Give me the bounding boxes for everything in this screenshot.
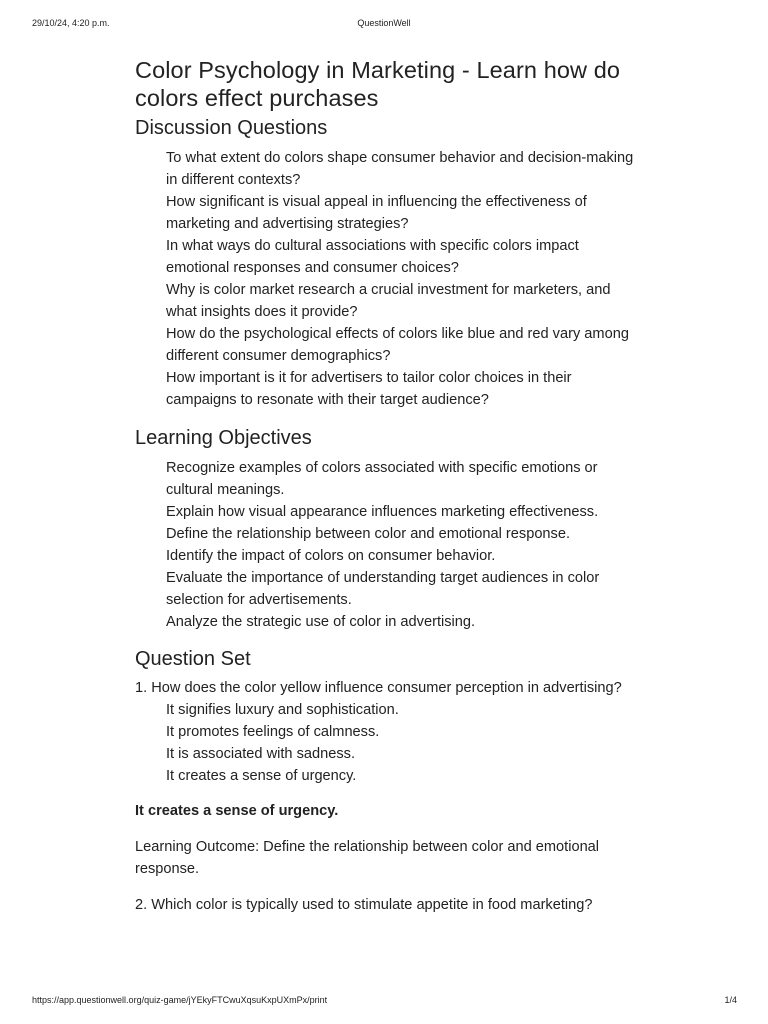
question-1-text: 1. How does the color yellow influence consumer perception in advertising? — [135, 680, 622, 696]
objective-item: Explain how visual appearance influences marketing effectiveness. — [166, 504, 599, 520]
discussion-item: How do the psychological effects of colors like blue and red vary among different consumer demographics? — [166, 326, 629, 364]
discussion-list — [135, 147, 635, 411]
discussion-heading: Discussion Questions — [135, 117, 328, 139]
objectives-heading: Learning Objectives — [135, 427, 312, 449]
option-item: It is associated with sadness. — [166, 746, 355, 762]
discussion-item: How important is it for advertisers to tailor color choices in their campaigns to resonate with their target audience? — [166, 370, 572, 408]
print-header — [0, 18, 768, 32]
option-item: It creates a sense of urgency. — [166, 768, 357, 784]
option-item: It promotes feelings of calmness. — [166, 724, 380, 740]
document-content — [135, 56, 635, 916]
question-1-options — [135, 699, 635, 787]
question-2-text: 2. Which color is typically used to stimulate appetite in food marketing? — [135, 897, 593, 913]
objective-item: Identify the impact of colors on consumer behavior. — [166, 548, 496, 564]
objective-item: Define the relationship between color and emotional response. — [166, 526, 571, 542]
print-site-name: QuestionWell — [357, 18, 411, 28]
print-footer — [0, 995, 768, 1009]
question-1-answer: It creates a sense of urgency. — [135, 803, 339, 819]
question-set-heading: Question Set — [135, 648, 251, 670]
page-title: Color Psychology in Marketing - Learn how do colors effect purchases — [135, 57, 621, 111]
question-1-learning-outcome: Learning Outcome: Define the relationship between color and emotional response. — [135, 839, 600, 877]
print-url: https://app.questionwell.org/quiz-game/jYEkyFTCwuXqsuKxpUXmPx/print — [32, 995, 328, 1005]
objective-item: Analyze the strategic use of color in advertising. — [166, 614, 476, 630]
page-number: 1/4 — [724, 995, 737, 1005]
discussion-item: Why is color market research a crucial investment for marketers, and what insights does it provide? — [166, 282, 611, 320]
objective-item: Recognize examples of colors associated with specific emotions or cultural meanings. — [166, 460, 598, 498]
discussion-item: In what ways do cultural associations with specific colors impact emotional responses and consumer choices? — [166, 238, 579, 276]
discussion-item: How significant is visual appeal in influencing the effectiveness of marketing and advertising strategies? — [166, 194, 587, 232]
objectives-list — [135, 457, 635, 633]
objective-item: Evaluate the importance of understanding target audiences in color selection for advertisements. — [166, 570, 600, 608]
option-item: It signifies luxury and sophistication. — [166, 702, 399, 718]
discussion-item: To what extent do colors shape consumer behavior and decision-making in different contexts? — [166, 150, 634, 188]
print-date: 29/10/24, 4:20 p.m. — [32, 18, 110, 28]
